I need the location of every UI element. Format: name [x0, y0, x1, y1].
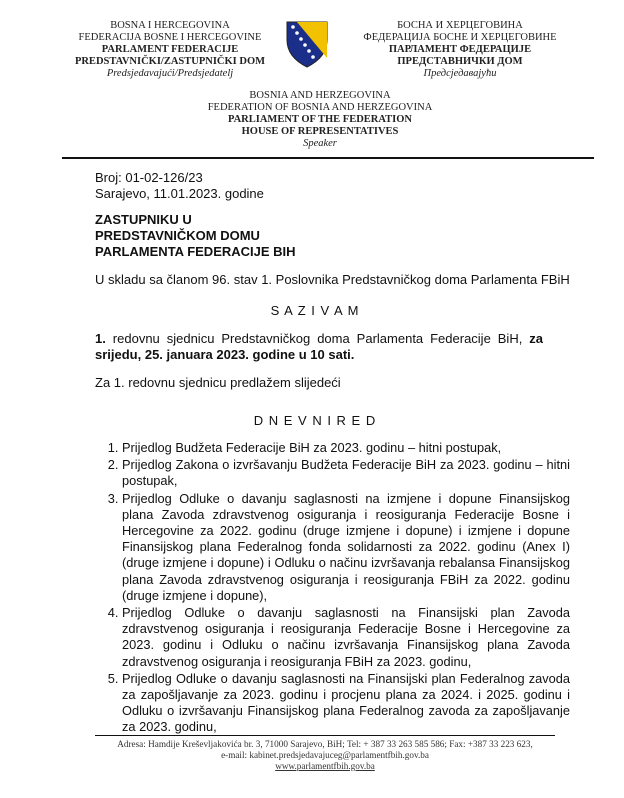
letterhead-left-line: PARLAMENT FEDERACIJE — [101, 44, 239, 55]
letterhead-left-line: Predsjedavajući/Predsjedatelj — [106, 68, 234, 79]
letterhead-right-line: ПАРЛАМЕНТ ФЕДЕРАЦИЈЕ — [388, 44, 532, 55]
document-ref: Broj: 01-02-126/23 — [95, 170, 203, 185]
letterhead-left-line: PREDSTAVNIČKI/ZASTUPNIČKI DOM — [74, 56, 266, 67]
addressee-line: PARLAMENTA FEDERACIJE BIH — [95, 244, 296, 259]
agenda-list — [95, 440, 570, 737]
session-text: redovnu sjednicu Predstavničkog doma Parlamenta Federacije BiH, — [105, 331, 530, 346]
agenda-title: D N E V N I R E D — [253, 413, 377, 428]
letterhead-center-line: FEDERATION OF BOSNIA AND HERZEGOVINA — [207, 102, 433, 113]
footer-website-link[interactable]: www.parlamentfbih.gov.ba — [275, 761, 375, 771]
letterhead-center-line: BOSNIA AND HERZEGOVINA — [249, 90, 391, 101]
footer-email: e-mail: kabinet.predsjedavajuceg@parlamentfbih.gov.ba — [221, 750, 429, 760]
footer-divider — [95, 735, 555, 736]
letterhead-right-line: Предсједавајући — [423, 68, 497, 79]
document-title: S A Z I V A M — [270, 303, 360, 318]
legal-basis: U skladu sa članom 96. stav 1. Poslovnika Predstavničkog doma Parlamenta FBiH — [95, 272, 570, 287]
footer — [95, 739, 555, 772]
footer-address: Adresa: Hamdije Kreševljakovića br. 3, 71000 Sarajevo, BiH; Tel: + 387 33 263 585 586; Fax: +387 33 223 623, — [117, 739, 533, 749]
letterhead-left-line: FEDERACIJA BOSNE I HERCEGOVINE — [78, 32, 262, 43]
header-divider — [62, 157, 594, 159]
document-place-date: Sarajevo, 11.01.2023. godine — [95, 186, 264, 201]
session-paragraph — [95, 331, 543, 363]
agenda-item: 4. Prijedlog Odluke o davanju saglasnosti na Finansijski plan Zavoda zdravstvenog osiguranja i reosiguranja Federacije Bosne i Hercegovine za 2023. godinu i Odluku o načinu izvršavanja Finansijskog plana Zavoda zdravstvenog osiguranja i reosiguranja FBiH za 2023. godinu, — [122, 605, 570, 670]
letterhead-center-line: PARLIAMENT OF THE FEDERATION — [227, 114, 413, 125]
session-number: 1. — [95, 331, 106, 346]
agenda-item: 5. Prijedlog Odluke o davanju saglasnosti na Finansijski plan Federalnog zavoda za zapošljavanje za 2023. godinu i procjenu plana za 2024. i 2025. godinu i Odluku o izvršavanju Finansijskog plana Federalnog zavoda za zapošljavanje za 2023. godinu, — [122, 671, 570, 736]
session-date: za srijedu, 25. januara 2023. godine u 10 sati. — [95, 331, 543, 362]
coat-of-arms-icon — [281, 18, 333, 70]
addressee-line: ZASTUPNIKU U — [95, 212, 192, 227]
agenda-item: 1. Prijedlog Budžeta Federacije BiH za 2023. godinu – hitni postupak, — [122, 440, 570, 456]
agenda-item: 3. Prijedlog Odluke o davanju saglasnosti na izmjene i dopune Finansijskog plana Zavoda zdravstvenog osiguranja i reosiguranja Federacije Bosne i Hercegovine za 2022. godinu (druge izmjene i dopune) i izmjene i dopune Finansijskog plana Federalnog fonda solidarnosti za 2022. godinu (Anex I) (druge izmjene i dopune) i Odluku o načinu izvršavanja rebalansa Finansijskog plana Zavoda zdravstvenog osiguranja i reosiguranja FBiH za 2022. godinu (druge izmjene i dopune), — [122, 491, 570, 604]
letterhead-right-line: БОСНА И ХЕРЦЕГОВИНА — [397, 20, 523, 31]
letterhead-left-line: BOSNA I HERCEGOVINA — [110, 20, 230, 31]
letterhead-center — [150, 90, 490, 150]
letterhead-right-line: ПРЕДСТАВНИЧКИ ДОМ — [397, 56, 523, 67]
letterhead-center-line: HOUSE OF REPRESENTATIVES — [241, 126, 399, 137]
letterhead-right-line: ФЕДЕРАЦИЈА БОСНЕ И ХЕРЦЕГОВИНЕ — [363, 32, 557, 43]
addressee-line: PREDSTAVNIČKOM DOMU — [95, 228, 260, 243]
letterhead-left — [70, 20, 270, 80]
letterhead-center-line: Speaker — [303, 138, 337, 149]
agenda-item: 2. Prijedlog Zakona o izvršavanju Budžeta Federacije BiH za 2023. godinu – hitni postupak, — [122, 457, 570, 489]
letterhead-right — [355, 20, 565, 80]
proposal-text: Za 1. redovnu sjednicu predlažem slijedeći — [95, 375, 341, 390]
